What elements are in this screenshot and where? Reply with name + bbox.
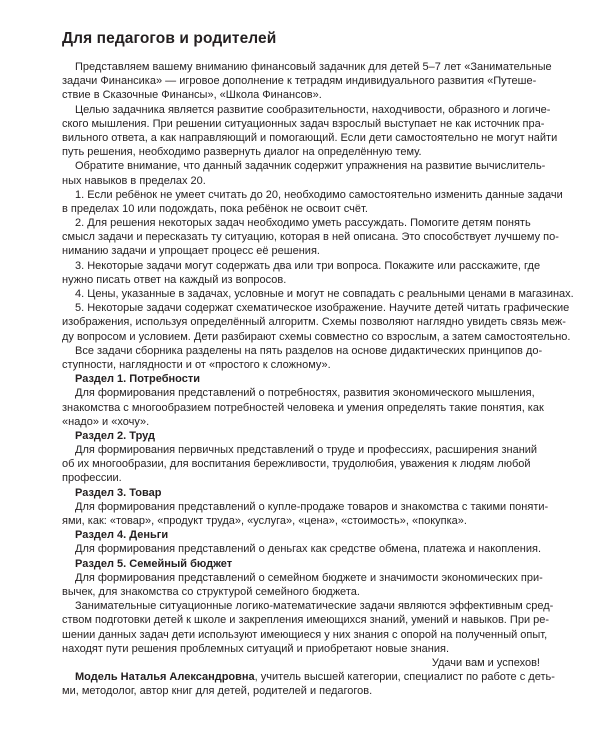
text-line: смысл задачи и пересказать ту ситуацию, которая в ней описана. Это способствует лучшему по- [62,231,559,244]
section-heading: Раздел 5. Семейный бюджет [75,557,233,570]
sections [62,372,549,599]
paragraph [62,188,563,216]
text-line: ями, как: «товар», «продукт труда», «услуга», «цена», «стоимость», «покупка». [62,515,467,527]
text-line: Для формирования представлений о потребностях, развития экономического мышления, [75,387,535,400]
text-line: 5. Некоторые задачи содержат схематическое изображение. Научите детей читать графические [75,302,570,315]
document-body [62,60,574,698]
text-line: ниманию задачи и упрощает процесс её решения. [62,245,320,258]
page-title: Для педагогов и родителей [62,30,277,47]
text-line: Для формирования первичных представлений о труде и профессиях, расширения знаний [75,444,538,457]
text-line: Для формирования представлений о деньгах как средстве обмена, платежа и накопления. [75,543,541,556]
text-line: ных навыков в пределах 20. [62,174,206,187]
section-heading: Раздел 3. Товар [75,486,162,499]
text-line: 1. Если ребёнок не умеет считать до 20, необходимо самостоятельно изменить данные задачи [75,188,563,201]
intro-paragraphs [62,60,574,372]
text-line: «надо» и «хочу». [62,415,150,428]
author-line-2: ми, методолог, автор книг для детей, родителей и педагогов. [62,685,373,698]
text-line: задачи Финансика» — игровое дополнение к тетрадям индивидуального развития «Путеше- [62,75,537,88]
text-line: 3. Некоторые задачи могут содержать два или три вопроса. Покажите или расскажите, где [75,259,541,272]
text-line: Представляем вашему вниманию финансовый задачник для детей 5–7 лет «Занимательные [75,61,552,73]
text-line: нужно писать ответ на каждый из вопросов. [62,273,287,286]
paragraph [62,599,554,656]
paragraph [62,344,543,372]
paragraph [62,60,552,103]
section-text [62,500,549,528]
section-text [62,542,540,556]
section-text [62,571,543,599]
closing-paragraph [62,599,554,656]
text-line: Все задачи сборника разделены на пять разделов на основе дидактических принципов до- [75,344,543,357]
section-heading: Раздел 4. Деньги [75,529,169,542]
text-line: путь решения, необходимо развернуть диалог на определённую тему. [62,146,422,159]
text-line: ствие в Сказочные Финансы», «Школа Финансов». [62,89,322,102]
text-line: Целью задачника является развитие сообразительности, находчивости, образного и логиче- [75,103,551,116]
text-line: ду вопросом и условием. Дети разбирают схемы совместно со взрослым, а затем самостоятельно. [62,330,571,343]
text-line: Занимательные ситуационные логико-математические задачи являются эффективным сред- [75,600,554,613]
text-line: об их многообразии, для воспитания бережливости, трудолюбия, уважения к людям любой [62,458,531,471]
author-description: , учитель высшей категории, специалист по работе с деть- [254,671,555,684]
paragraph [62,159,546,187]
text-line: Для формирования представлений о семейном бюджете и значимости экономических при- [75,571,543,584]
text-line: Для формирования представлений о купле-продаже товаров и знакомства с такими поняти- [75,500,549,513]
section-heading: Раздел 2. Труд [75,429,155,442]
text-line: знакомства с многообразием потребностей человека и умения определять такие понятия, как [62,401,544,414]
text-line: находят пути решения проблемных ситуаций и приобретают новые знания. [62,642,450,655]
wish-line: Удачи вам и успехов! [431,656,540,669]
text-line: Обратите внимание, что данный задачник содержит упражнения на развитие вычислитель- [75,160,546,173]
text-line: вильного ответа, а как направляющий и помогающий. Если дети самостоятельно не могут найти [62,131,558,144]
author-line-1 [62,670,555,684]
paragraph [62,103,558,160]
text-line: 2. Для решения некоторых задач необходимо уметь рассуждать. Помогите детям понять [75,217,531,230]
paragraph [62,216,559,259]
text-line: вычек, для знакомства со структурой семейного бюджета. [62,585,360,598]
section-text [62,443,540,486]
text-line: шении данных задач дети используют имеющиеся у них знания с опорой на полученный опыт, [62,628,548,641]
paragraph [62,301,571,344]
text-line: профессии. [62,472,122,485]
author-name: Модель Наталья Александровна [75,671,255,684]
paragraph [62,287,574,301]
text-line: в пределах 10 или подождать, пока ребёнок не освоит счёт. [62,202,368,215]
paragraph [62,259,540,287]
section-text [62,386,544,429]
text-line: 4. Цены, указанные в задачах, условные и могут не совпадать с реальными ценами в магазинах. [75,288,574,300]
text-line: ступности, наглядности и от «простого к сложному». [62,358,331,371]
section-heading: Раздел 1. Потребности [75,373,200,386]
text-line: ством подготовки детей к школе и закрепления имеющихся знаний, умений и навыков. При ре- [62,614,550,627]
text-line: ского мышления. При решении ситуационных задач взрослый выступает не как источник пра- [62,117,545,130]
text-line: изображения, используя определённый алгоритм. Схемы позволяют наглядно увидеть связь меж- [62,316,566,329]
